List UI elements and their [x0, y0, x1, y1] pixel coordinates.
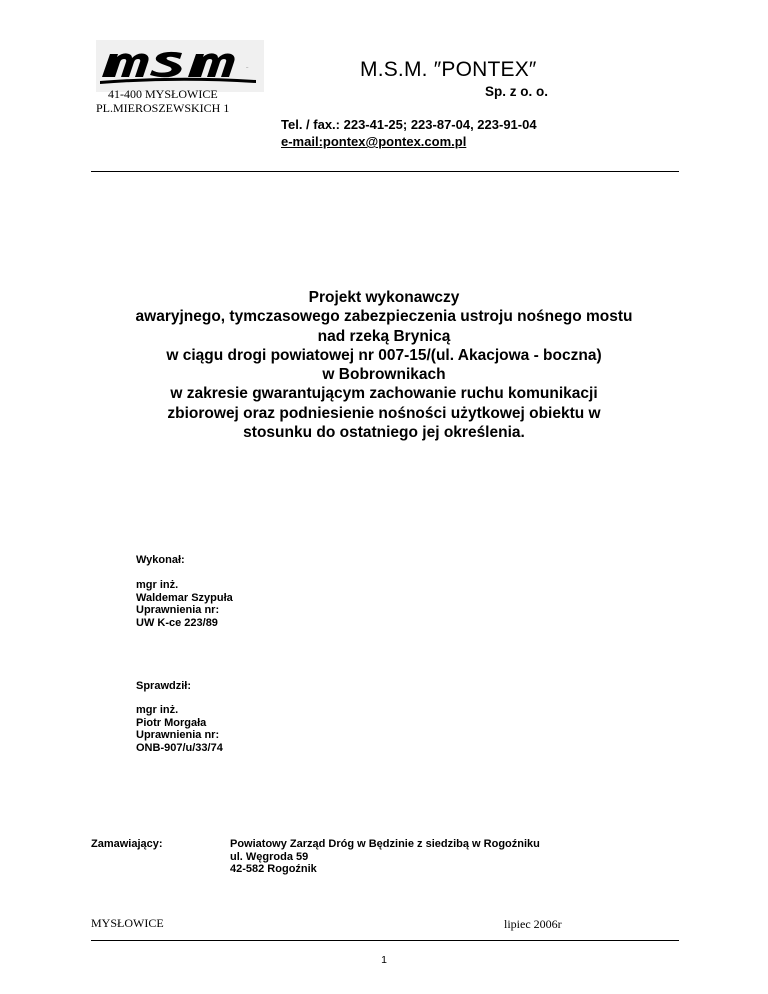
checked-by-degree: mgr inż. — [136, 704, 179, 716]
header-divider — [91, 171, 679, 172]
footer-date: lipiec 2006r — [504, 917, 562, 931]
company-form: Sp. z o. o. — [485, 84, 548, 99]
msm-logo-graphic — [96, 40, 264, 92]
prepared-by-label: Wykonał: — [136, 554, 185, 566]
title-line: awaryjnego, tymczasowego zabezpieczenia ustroju nośnego mostu — [135, 308, 633, 326]
checked-by-label: Sprawdził: — [136, 680, 192, 692]
checked-by-block — [136, 704, 223, 754]
address-city: 41-400 MYSŁOWICE — [108, 87, 218, 101]
page-number: 1 — [381, 954, 387, 966]
prepared-by-degree: mgr inż. — [136, 579, 179, 591]
project-title — [60, 288, 708, 442]
title-line: stosunku do ostatniego jej określenia. — [243, 424, 525, 442]
title-line: w zakresie gwarantującym zachowanie ruchu komunikacji — [170, 385, 598, 403]
checked-by-license-label: Uprawnienia nr: — [136, 729, 220, 742]
title-line: nad rzeką Brynicą — [317, 327, 451, 345]
client-name: Powiatowy Zarząd Dróg w Będzinie z siedzibą w Rogoźniku — [230, 838, 540, 850]
title-line: Projekt wykonawczy — [308, 289, 460, 306]
client-block — [230, 838, 540, 876]
company-logo — [96, 40, 264, 92]
footer-divider — [91, 940, 679, 941]
checked-by-name: Piotr Morgała — [136, 716, 207, 729]
email-link[interactable]: e-mail:pontex@pontex.com.pl — [281, 134, 467, 149]
client-street: ul. Węgroda 59 — [230, 850, 309, 863]
company-name: M.S.M. ″PONTEX″ — [360, 58, 537, 81]
phone-fax: Tel. / fax.: 223-41-25; 223-87-04, 223-91-04 — [281, 117, 537, 132]
address-street: PL.MIEROSZEWSKICH 1 — [96, 101, 230, 115]
checked-by-license-no: ONB-907/u/33/74 — [136, 741, 223, 754]
footer-city: MYSŁOWICE — [91, 916, 164, 930]
prepared-by-name: Waldemar Szypuła — [136, 591, 233, 604]
prepared-by-license-no: UW K-ce 223/89 — [136, 616, 218, 629]
title-line: zbiorowej oraz podniesienie nośności użytkowej obiektu w — [167, 404, 601, 422]
title-line: w ciągu drogi powiatowej nr 007-15/(ul. Akacjowa - boczna) — [166, 346, 602, 364]
prepared-by-license-label: Uprawnienia nr: — [136, 604, 220, 617]
client-city: 42-582 Rogoźnik — [230, 863, 317, 876]
client-label: Zamawiający: — [91, 838, 163, 850]
prepared-by-block — [136, 579, 233, 629]
logo-text: msm — [246, 68, 249, 69]
title-line: w Bobrownikach — [322, 366, 446, 384]
